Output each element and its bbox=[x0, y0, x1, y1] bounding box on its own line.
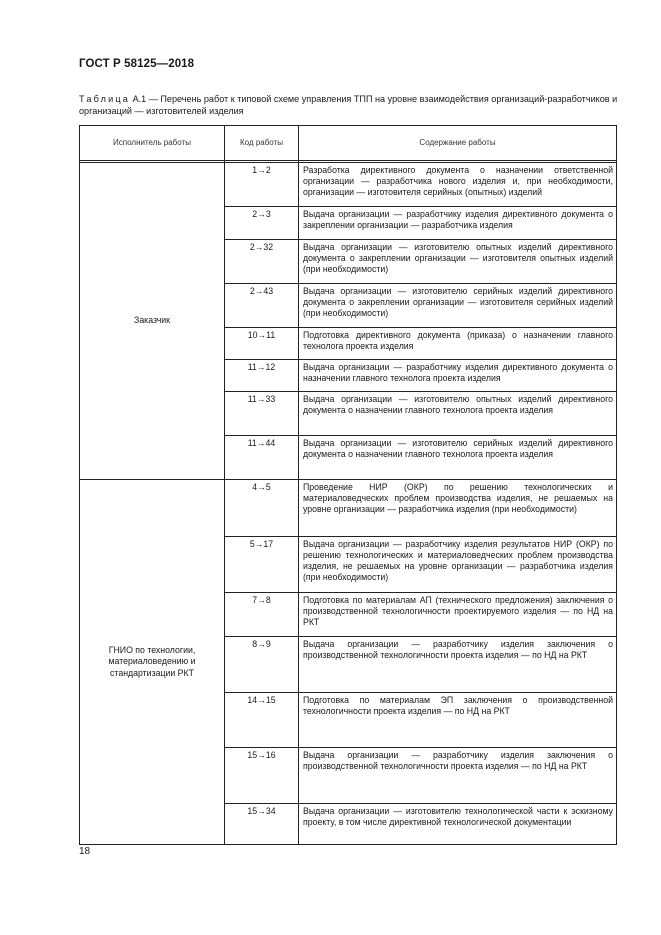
page-number: 18 bbox=[79, 846, 91, 857]
performer-cell: ГНИО по технологии, материаловедению и стандартизации РКТ bbox=[80, 480, 225, 845]
code-cell: 15→16 bbox=[225, 748, 299, 804]
works-table bbox=[79, 125, 617, 845]
content-cell: Выдача организации — разработчику изделия заключения о производственной технологичности проекта изделия — по НД на РКТ bbox=[299, 748, 617, 804]
content-cell: Выдача организации — разработчику изделия директивного документа о назначении главного технолога проекта изделия bbox=[299, 360, 617, 392]
table-caption bbox=[79, 94, 619, 117]
code-cell: 11→44 bbox=[225, 436, 299, 480]
caption-label: Таблица bbox=[79, 94, 131, 104]
code-cell: 8→9 bbox=[225, 637, 299, 693]
content-cell: Выдача организации — изготовителю серийных изделий директивного документа о закреплении организации — изготовителя серийных изделий (при необходимости) bbox=[299, 284, 617, 328]
header-row bbox=[80, 126, 617, 161]
content-cell: Выдача организации — изготовителю серийных изделий директивного документа о назначении главного технолога проекта изделия bbox=[299, 436, 617, 480]
code-cell: 10→11 bbox=[225, 328, 299, 360]
header-performer: Исполнитель работы bbox=[80, 126, 225, 161]
document-code: ГОСТ Р 58125—2018 bbox=[79, 58, 195, 70]
caption-text: А.1 — Перечень работ к типовой схеме управления ТПП на уровне взаимодействия организаций-разработчиков и организаций — изготовителей изделия bbox=[79, 94, 618, 116]
code-cell: 7→8 bbox=[225, 593, 299, 637]
code-cell: 14→15 bbox=[225, 693, 299, 748]
code-cell: 2→43 bbox=[225, 284, 299, 328]
header-code: Код работы bbox=[225, 126, 299, 161]
content-cell: Выдача организации — разработчику изделия директивного документа о закреплении организации — разработчика изделия bbox=[299, 207, 617, 240]
performer-cell: Заказчик bbox=[80, 163, 225, 480]
table-row bbox=[80, 480, 617, 537]
content-cell: Выдача организации — разработчику изделия результатов НИР (ОКР) по решению технологических и материаловедческих проблем производства изделия, не решаемых на уровне организации — разработчика изделия (при необходимости) bbox=[299, 537, 617, 593]
code-cell: 11→33 bbox=[225, 392, 299, 436]
code-cell: 5→17 bbox=[225, 537, 299, 593]
code-cell: 11→12 bbox=[225, 360, 299, 392]
content-cell: Подготовка по материалам АП (технического предложения) заключения о производственной технологичности проектируемого изделия — по НД на РКТ bbox=[299, 593, 617, 637]
content-cell: Выдача организации — разработчику изделия заключения о производственной технологичности проекта изделия — по НД на РКТ bbox=[299, 637, 617, 693]
code-cell: 4→5 bbox=[225, 480, 299, 537]
code-cell: 15→34 bbox=[225, 804, 299, 845]
code-cell: 2→32 bbox=[225, 240, 299, 284]
content-cell: Подготовка по материалам ЭП заключения о производственной технологичности проекта изделия — по НД на РКТ bbox=[299, 693, 617, 748]
content-cell: Проведение НИР (ОКР) по решению технологических и материаловедческих проблем производства изделия, не решаемых на уровне организации — разработчика изделия (при необходимости) bbox=[299, 480, 617, 537]
code-cell: 2→3 bbox=[225, 207, 299, 240]
content-cell: Подготовка директивного документа (приказа) о назначении главного технолога проекта изделия bbox=[299, 328, 617, 360]
header-content: Содержание работы bbox=[299, 126, 617, 161]
content-cell: Выдача организации — изготовителю опытных изделий директивного документа о закреплении организации — изготовителя опытных изделий (при необходимости) bbox=[299, 240, 617, 284]
content-cell: Выдача организации — изготовителю технологической части к эскизному проекту, в том числе директивной технологической документации bbox=[299, 804, 617, 845]
code-cell: 1→2 bbox=[225, 163, 299, 207]
table-row bbox=[80, 163, 617, 207]
content-cell: Выдача организации — изготовителю опытных изделий директивного документа о назначении главного технолога проекта изделия bbox=[299, 392, 617, 436]
content-cell: Разработка директивного документа о назначении ответственной организации — разработчика нового изделия и, при необходимости, организации — изготовителя серийных (опытных) изделий bbox=[299, 163, 617, 207]
